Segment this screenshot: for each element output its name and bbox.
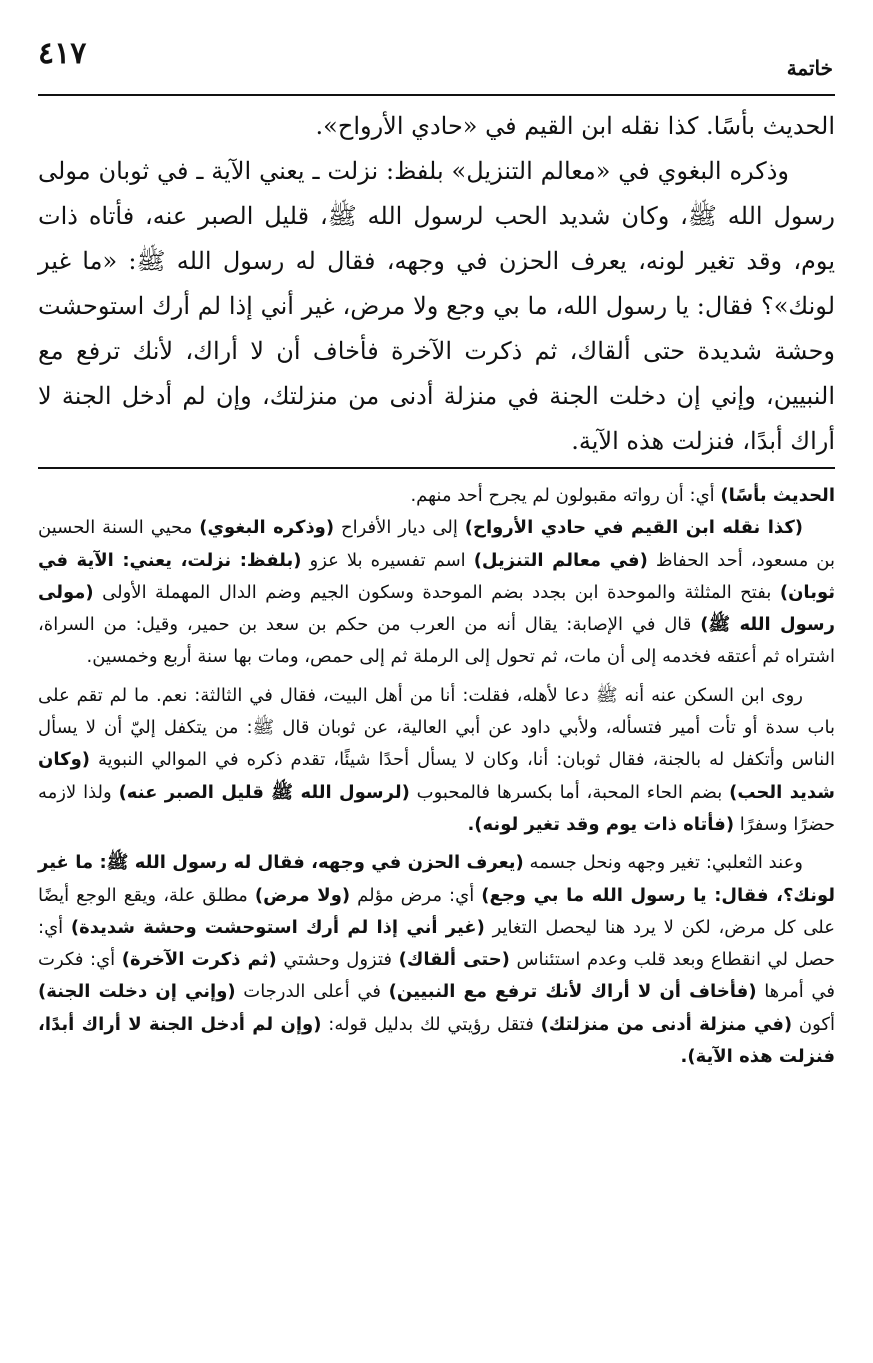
main-paragraph-1: الحديث بأسًا. كذا نقله ابن القيم في «حادي الأرواح». xyxy=(315,112,835,140)
quoted-phrase: (فأتاه ذات يوم وقد تغير لونه). xyxy=(467,813,735,835)
running-head: خاتمة xyxy=(786,56,833,80)
quoted-phrase: الحديث بأسًا) xyxy=(720,485,835,506)
commentary-text: في أعلى الدرجات xyxy=(235,981,389,1003)
quoted-phrase: (ثم ذكرت الآخرة) xyxy=(121,949,277,971)
commentary-text: إلى ديار الأفراح xyxy=(334,517,465,539)
commentary-text: روى ابن السكن عنه أنه ﷺ دعا لأهله، فقلت: أنا من أهل البيت، فقال في الثالثة: نعم. ما لم تقم على باب سدة أو تأت أمير فتسأله، ولأبي داود عن أبي العالية، عن ثوبان قال ﷺ: من يتكفل إليّ أن لا يسأل الناس وأتكفل له بالجنة، فقال ثوبان: أنا، وكان لا يسأل أحدًا شيئًا، تقدم ذكره في الموالي النبوية xyxy=(38,684,835,771)
commentary-text: أي: حصل لي انقطاع وبعد قلب وعدم استئناس xyxy=(38,916,835,971)
commentary-text: محيي السنة الحسين بن مسعود، أحد الحفاظ xyxy=(38,517,835,571)
commentary-paragraph-3 xyxy=(38,680,835,841)
quoted-phrase: (وذكره البغوي) xyxy=(199,517,335,539)
commentary-text: وعند الثعلبي: تغير وجهه ونحل جسمه xyxy=(523,852,803,874)
page-number: ٤١٧ xyxy=(38,36,87,71)
commentary-text: بفتح المثلثة والموحدة ابن بجدد بضم الموحدة وسكون الجيم وضم الدال المهملة الأولى xyxy=(93,581,780,603)
main-paragraph-2: وذكره البغوي في «معالم التنزيل» بلفظ: نزلت ـ يعني الآية ـ في ثوبان مولى رسول الله ﷺ، وكان شديد الحب لرسول الله ﷺ، قليل الصبر عنه، فأتاه ذات يوم، وقد تغير لونه، يعرف الحزن في وجهه، فقال له رسول الله ﷺ: «ما غير لونك»؟ فقال: يا رسول الله، ما بي وجع ولا مرض، غير أني إذا لم أرك استوحشت وحشة شديدة حتى ألقاك، ثم ذكرت الآخرة فأخاف أن لا أراك، لأنك ترفع مع النبيين، وإني إن دخلت الجنة في منزلة أدنى من منزلتك، وإن لم أدخل الجنة لا أراك أبدًا، فنزلت هذه الآية. xyxy=(38,157,836,455)
commentary-text: مطلق علة، ويقع الوجع أيضًا على كل مرض، لكن لا يرد هنا ليحصل التغاير xyxy=(38,884,835,938)
commentary-paragraph-1 xyxy=(38,480,835,512)
commentary-text: ولذا لازمه حضرًا وسفرًا xyxy=(38,781,835,835)
quoted-phrase: (وإني إن دخلت الجنة) xyxy=(38,981,236,1003)
quoted-phrase: (غير أني إذا لم أرك استوحشت وحشة شديدة) xyxy=(70,916,485,938)
commentary-text: اسم تفسيره بلا عزو xyxy=(301,549,474,571)
quoted-phrase: (وإن لم أدخل الجنة لا أراك أبدًا، فنزلت هذه الآية). xyxy=(38,1013,835,1068)
quoted-phrase: (بلفظ: نزلت، يعني: الآية في ثوبان) xyxy=(38,549,835,603)
quoted-phrase: (في منزلة أدنى من منزلتك) xyxy=(540,1013,793,1035)
quoted-phrase: (ولا مرض) xyxy=(254,884,351,906)
commentary-text: أي: أن رواته مقبولون لم يجرح أحد منهم. xyxy=(410,485,721,506)
commentary-text: فتقل رؤيتي لك بدليل قوله: xyxy=(321,1013,541,1035)
quoted-phrase: (وكان شديد الحب) xyxy=(38,749,835,803)
quoted-phrase: (فأخاف أن لا أراك لأنك ترفع مع النبيين) xyxy=(388,981,757,1003)
commentary-text: فتزول وحشتي xyxy=(276,949,399,971)
commentary-text: بضم الحاء المحبة، أما بكسرها فالمحبوب xyxy=(409,781,730,803)
quoted-phrase: (لرسول الله ﷺ قليل الصبر عنه) xyxy=(118,781,410,803)
commentary-paragraph-2 xyxy=(38,512,835,673)
commentary-text: قال في الإصابة: يقال أنه من العرب من حكم بن سعد بن حمير، وقيل: من السراة، اشتراه ثم أعتقه فخدمه إلى أن مات، ثم تحول إلى الرملة ثم إلى حمص، ومات بها سنة أربع وخمسين. xyxy=(38,614,835,668)
commentary-text: أي: مرض مؤلم xyxy=(350,884,482,906)
main-text xyxy=(38,104,835,464)
commentary xyxy=(38,480,835,1073)
quoted-phrase: (مولى رسول الله ﷺ) xyxy=(38,581,835,636)
quoted-phrase: (حتى ألقاك) xyxy=(398,949,510,971)
header-rule xyxy=(38,94,835,96)
quoted-phrase: (في معالم التنزيل) xyxy=(473,549,648,571)
footnote-separator-rule xyxy=(38,467,835,469)
commentary-text: أي: فكرت في أمرها xyxy=(38,949,835,1003)
commentary-text: أكون xyxy=(792,1013,835,1035)
quoted-phrase: (يعرف الحزن في وجهه، فقال له رسول الله ﷺ: ما غير لونك؟، فقال: يا رسول الله ما بي وجع) xyxy=(38,852,836,906)
quoted-phrase: (كذا نقله ابن القيم في حادي الأرواح) xyxy=(464,517,804,539)
commentary-paragraph-4 xyxy=(38,847,835,1073)
